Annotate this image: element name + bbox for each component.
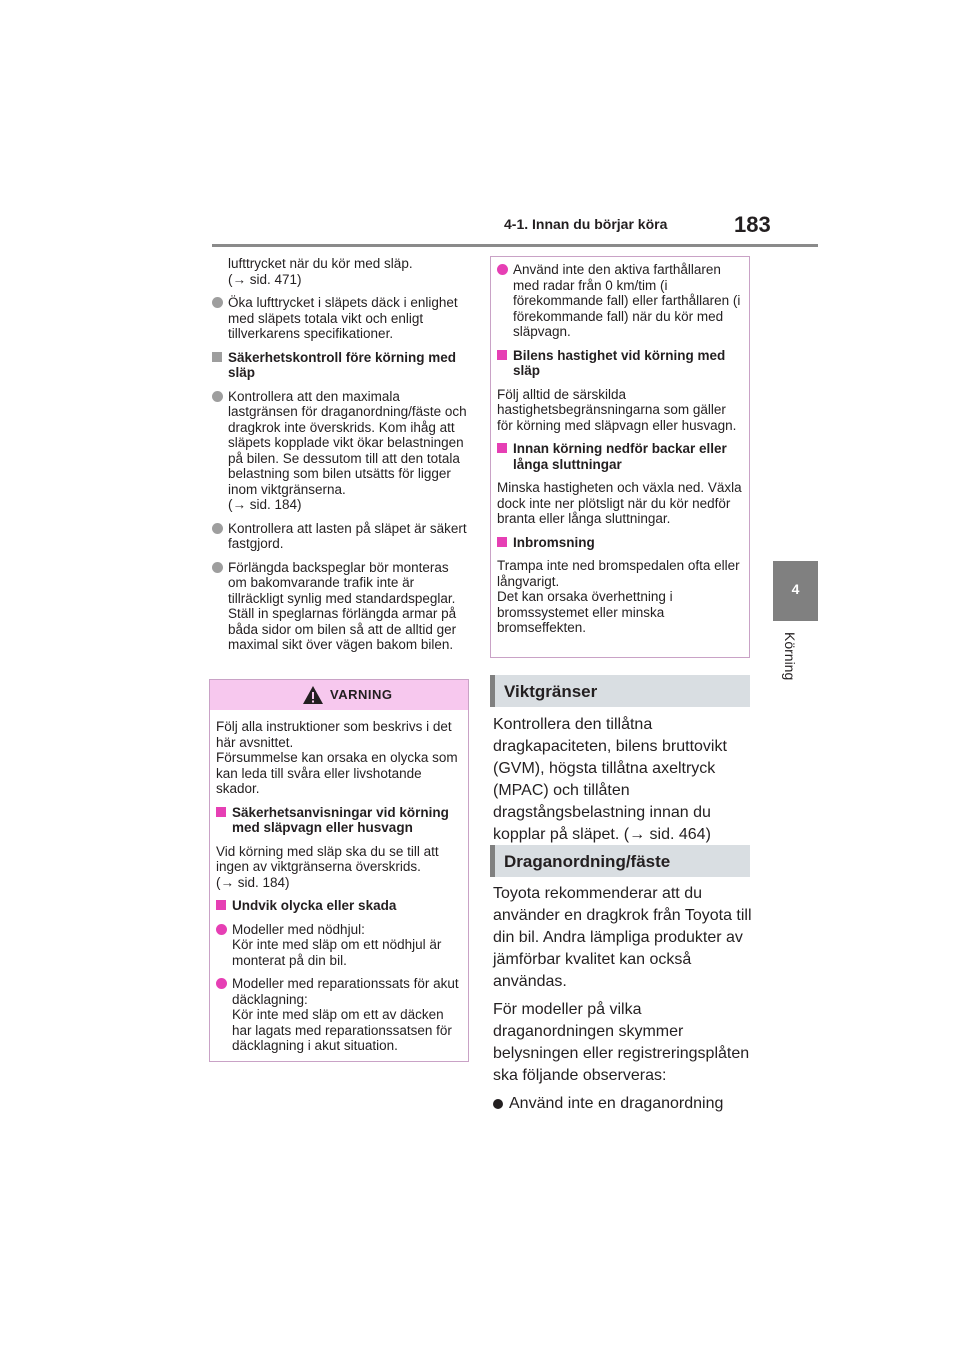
weight-paragraph: Kontrollera den tillåtna dragkapaciteten, bilens bruttovikt (GVM), högsta tillåtna axeltryck (MPAC) och tillåten dragstångsbelastning innan du kopplar på släpet. (→ sid. 464) [493, 716, 727, 843]
warning-triangle-icon [302, 685, 324, 705]
left-column [212, 256, 468, 661]
warning-text: Vid körning med släp ska du se till att ingen av viktgränserna överskrids. (→ sid. 184) [216, 843, 439, 890]
warning-continuation-box [490, 256, 750, 658]
warning-bullet: Modeller med reparationssats för akut däcklagning: Kör inte med släp om ett av däcken har lagats med reparationssatsen för däcklagning i akut situation. [216, 976, 462, 1054]
warning-subheading: Säkerhetsanvisningar vid körning med släpvagn eller husvagn [216, 805, 462, 836]
warning-header [210, 680, 468, 710]
warning-subheading: Bilens hastighet vid körning med släp [497, 348, 743, 379]
warning-subheading: Innan körning nedför backar eller långa sluttningar [497, 441, 743, 472]
tow-bullet: Använd inte en draganordning [493, 1093, 753, 1115]
weight-body [493, 714, 753, 852]
warning-body [210, 710, 468, 1054]
warning-text: Trampa inte ned bromspedalen ofta eller långvarigt. Det kan orsaka överhettning i bromssystemet eller minska bromseffekten. [497, 558, 740, 635]
warning-text: Följ alltid de särskilda hastighetsbegränsningarna som gäller för körning med släpvagn eller husvagn. [497, 386, 737, 433]
chapter-label: Körning [782, 632, 798, 681]
page-number: 183 [734, 212, 771, 237]
header-rule [212, 244, 818, 247]
bullet-item: Förlängda backspeglar bör monteras om bakomvarande trafik inte är tillräckligt synlig med standardspeglar. Ställ in speglarnas förlängda armar på båda sidor om bilen så att de alltid ger maximal sikt över vägen bakom bilen. [212, 560, 468, 653]
bullet-item: Kontrollera att den maximala lastgränsen för draganordning/fäste och dragkrok inte överskrids. Kom ihåg att släpets kopplade vikt ökar belastningen på bilen. Se dessutom till att den totala belastning som bilen utsätts för ligger inom viktgränserna. (→ sid. 184) [212, 389, 468, 513]
tow-paragraph: För modeller på vilka draganordningen skymmer belysningen eller registreringsplåten ska följande observeras: [493, 1001, 750, 1084]
section-heading: 4-1. Innan du börjar köra [504, 216, 668, 232]
continued-text: lufttrycket när du kör med släp. (→ sid. 471) [228, 256, 413, 287]
chapter-tab[interactable] [773, 561, 818, 621]
warning-bullet: Använd inte den aktiva farthållaren med radar från 0 km/tim (i förekommande fall) eller farthållaren (i förekommande fall) när du kör med släpvagn. [497, 262, 743, 340]
bullet-item: Öka lufttrycket i släpets däck i enlighet med släpets totala vikt och enligt tillverkarens specifikationer. [212, 295, 468, 342]
bullet-item: Kontrollera att lasten på släpet är säkert fastgjord. [212, 521, 468, 552]
section-title-weight: Viktgränser [490, 675, 750, 707]
warning-text: Minska hastigheten och växla ned. Växla dock inte ner plötsligt när du kör nedför branta eller långa sluttningar. [497, 480, 742, 526]
chapter-number: 4 [791, 581, 800, 597]
subheading: Säkerhetskontroll före körning med släp [212, 350, 468, 381]
warning-subheading: Undvik olycka eller skada [216, 898, 462, 914]
warning-subheading: Inbromsning [497, 535, 743, 551]
section-title-tow: Draganordning/fäste [490, 845, 750, 877]
tow-paragraph: Toyota rekommenderar att du använder en dragkrok från Toyota till din bil. Andra lämpliga produkter av jämförbar kvalitet kan också användas. [493, 885, 752, 990]
warning-text: Följ alla instruktioner som beskrivs i det här avsnittet. Försummelse kan orsaka en olycka som kan leda till svåra eller livshotande skador. [216, 719, 458, 796]
tow-body [493, 883, 753, 1115]
warning-title: VARNING [330, 687, 393, 702]
warning-bullet: Modeller med nödhjul: Kör inte med släp om ett nödhjul är monterat på din bil. [216, 922, 462, 969]
warning-box [209, 679, 469, 1062]
